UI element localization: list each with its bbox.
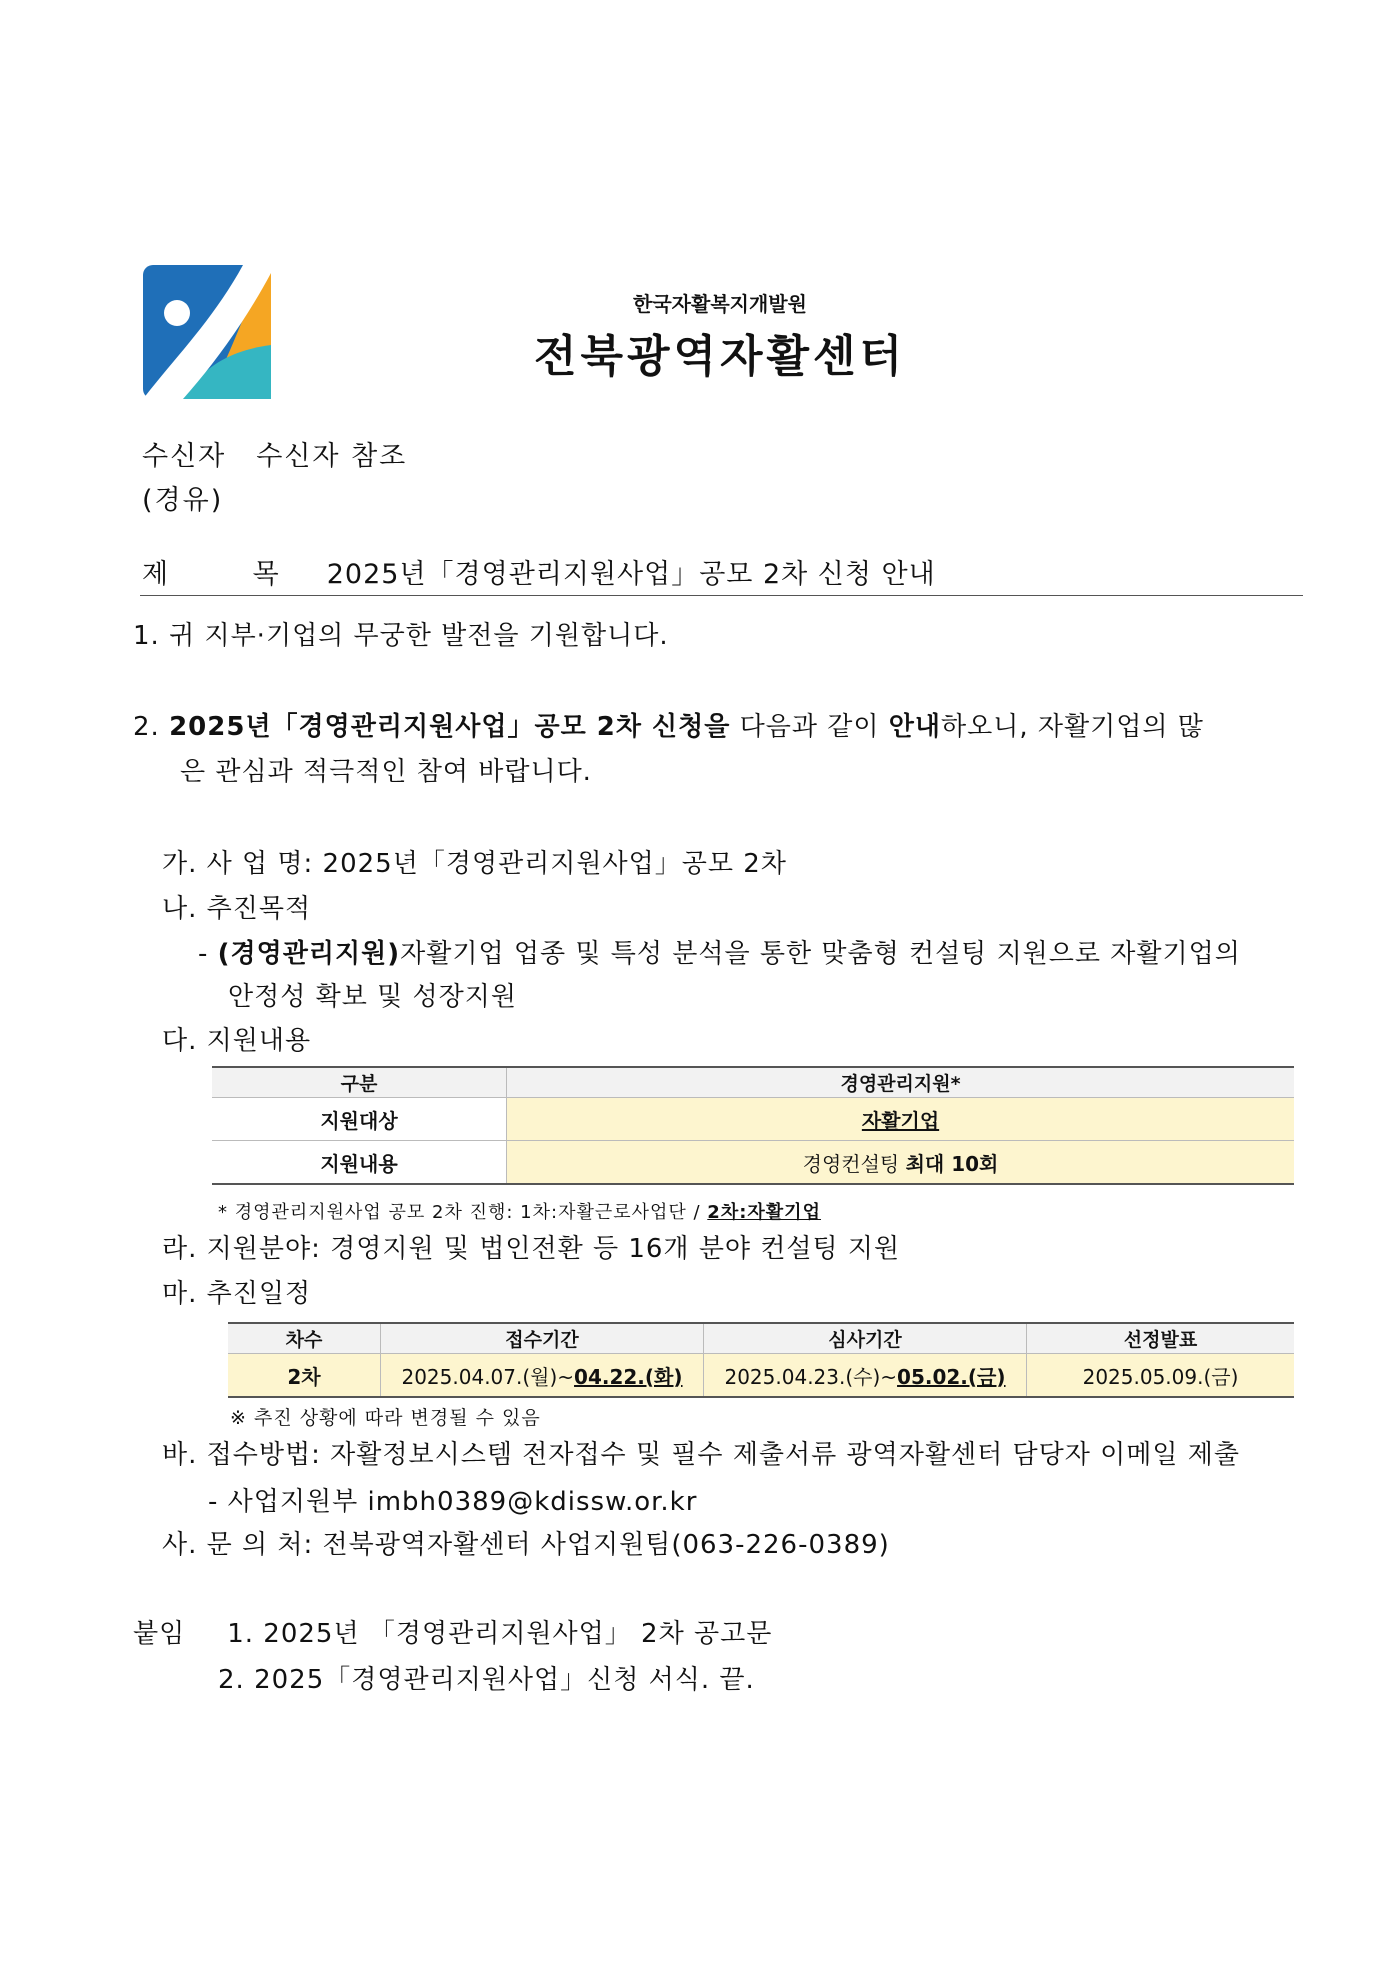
paragraph-2-end: 하오니, 자활기업의 많 bbox=[941, 712, 1204, 742]
paragraph-2 bbox=[133, 705, 1305, 749]
via-label: (경유) bbox=[142, 485, 224, 516]
attachment-item-1: 1. 2025년 「경영관리지원사업」 2차 공고문 bbox=[227, 1619, 773, 1649]
schedule-review bbox=[704, 1354, 1027, 1398]
paragraph-2-bold: 2025년「경영관리지원사업」공모 2차 신청을 bbox=[169, 712, 731, 742]
receive-end: 04.22.(화) bbox=[574, 1364, 683, 1389]
paragraph-1: 1. 귀 지부·기업의 무궁한 발전을 기원합니다. bbox=[133, 621, 669, 651]
item-ma: 마. 추진일정 bbox=[162, 1279, 312, 1309]
item-ga: 가. 사 업 명: 2025년「경영관리지원사업」공모 2차 bbox=[162, 849, 787, 879]
item-na-text: 자활기업 업종 및 특성 분석을 통한 맞춤형 컨설팅 지원으로 자활기업의 bbox=[400, 939, 1241, 969]
item-na-bold: (경영관리지원) bbox=[217, 939, 401, 969]
subject-line bbox=[142, 552, 1302, 591]
org-main-title: 전북광역자활센터 bbox=[533, 331, 907, 382]
person-logo-icon bbox=[143, 265, 271, 399]
table-header: 경영관리지원* bbox=[507, 1067, 1295, 1098]
table-cell-label: 지원대상 bbox=[212, 1098, 507, 1141]
paragraph-2-bold2: 안내 bbox=[888, 712, 941, 742]
paragraph-2-num: 2. bbox=[133, 712, 170, 742]
item-sa: 사. 문 의 처: 전북광역자활센터 사업지원팀(063-226-0389) bbox=[162, 1530, 890, 1560]
schedule-table bbox=[228, 1322, 1294, 1398]
subject-text: 2025년「경영관리지원사업」공모 2차 신청 안내 bbox=[326, 559, 936, 590]
table-note bbox=[218, 1198, 821, 1224]
support-content-bold: 최대 10회 bbox=[905, 1151, 999, 1176]
item-ba: 바. 접수방법: 자활정보시스템 전자접수 및 필수 제출서류 광역자활센터 담당자 이메일 제출 bbox=[162, 1440, 1240, 1470]
recipient-value: 수신자 참조 bbox=[256, 441, 408, 472]
org-sub-title: 한국자활복지개발원 bbox=[633, 292, 807, 316]
item-na-dash: - bbox=[198, 939, 218, 969]
paragraph-2-mid: 다음과 같이 bbox=[730, 712, 889, 742]
table-cell-value bbox=[507, 1141, 1295, 1185]
table-header-row bbox=[212, 1067, 1294, 1098]
receive-start: 2025.04.07.(월)~ bbox=[401, 1364, 575, 1389]
table-header: 차수 bbox=[228, 1323, 381, 1354]
paragraph-2-continued: 은 관심과 적극적인 참여 바랍니다. bbox=[180, 757, 592, 787]
table-cell-label: 지원내용 bbox=[212, 1141, 507, 1185]
recipient-label: 수신자 bbox=[142, 441, 227, 472]
table-row bbox=[212, 1098, 1294, 1141]
subject-label: 제 목 bbox=[142, 559, 317, 590]
support-content-pre: 경영컨설팅 bbox=[802, 1151, 906, 1176]
support-target: 자활기업 bbox=[861, 1108, 940, 1133]
item-na: 나. 추진목적 bbox=[162, 894, 312, 924]
item-ba-email: - 사업지원부 imbh0389@kdissw.or.kr bbox=[208, 1487, 698, 1517]
schedule-announce: 2025.05.09.(금) bbox=[1027, 1354, 1295, 1398]
item-na-detail bbox=[198, 932, 1308, 976]
schedule-round: 2차 bbox=[228, 1354, 381, 1398]
review-end: 05.02.(금) bbox=[897, 1364, 1006, 1389]
attachment-label: 붙임 bbox=[133, 1619, 186, 1649]
table-note-pre: * 경영관리지원사업 공모 2차 진행: 1차:자활근로사업단 / bbox=[218, 1202, 708, 1223]
attachment-line-1 bbox=[133, 1612, 772, 1656]
review-start: 2025.04.23.(수)~ bbox=[724, 1364, 898, 1389]
schedule-note: ※ 추진 상황에 따라 변경될 수 있음 bbox=[230, 1407, 541, 1429]
item-da: 다. 지원내용 bbox=[162, 1026, 312, 1056]
table-note-bold: 2차:자활기업 bbox=[707, 1202, 821, 1223]
table-header: 선정발표 bbox=[1027, 1323, 1295, 1354]
support-table bbox=[212, 1066, 1294, 1185]
table-header: 구분 bbox=[212, 1067, 507, 1098]
table-row bbox=[212, 1141, 1294, 1185]
table-header-row bbox=[228, 1323, 1294, 1354]
table-row bbox=[228, 1354, 1294, 1398]
recipient-line bbox=[142, 434, 437, 473]
item-ra: 라. 지원분야: 경영지원 및 법인전환 등 16개 분야 컨설팅 지원 bbox=[162, 1234, 901, 1264]
schedule-receive bbox=[381, 1354, 704, 1398]
table-header: 접수기간 bbox=[381, 1323, 704, 1354]
item-na-continued: 안정성 확보 및 성장지원 bbox=[228, 982, 517, 1012]
table-header: 심사기간 bbox=[704, 1323, 1027, 1354]
table-cell-value bbox=[507, 1098, 1295, 1141]
attachment-item-2: 2. 2025「경영관리지원사업」신청 서식. 끝. bbox=[218, 1665, 755, 1695]
subject-divider bbox=[140, 595, 1303, 596]
